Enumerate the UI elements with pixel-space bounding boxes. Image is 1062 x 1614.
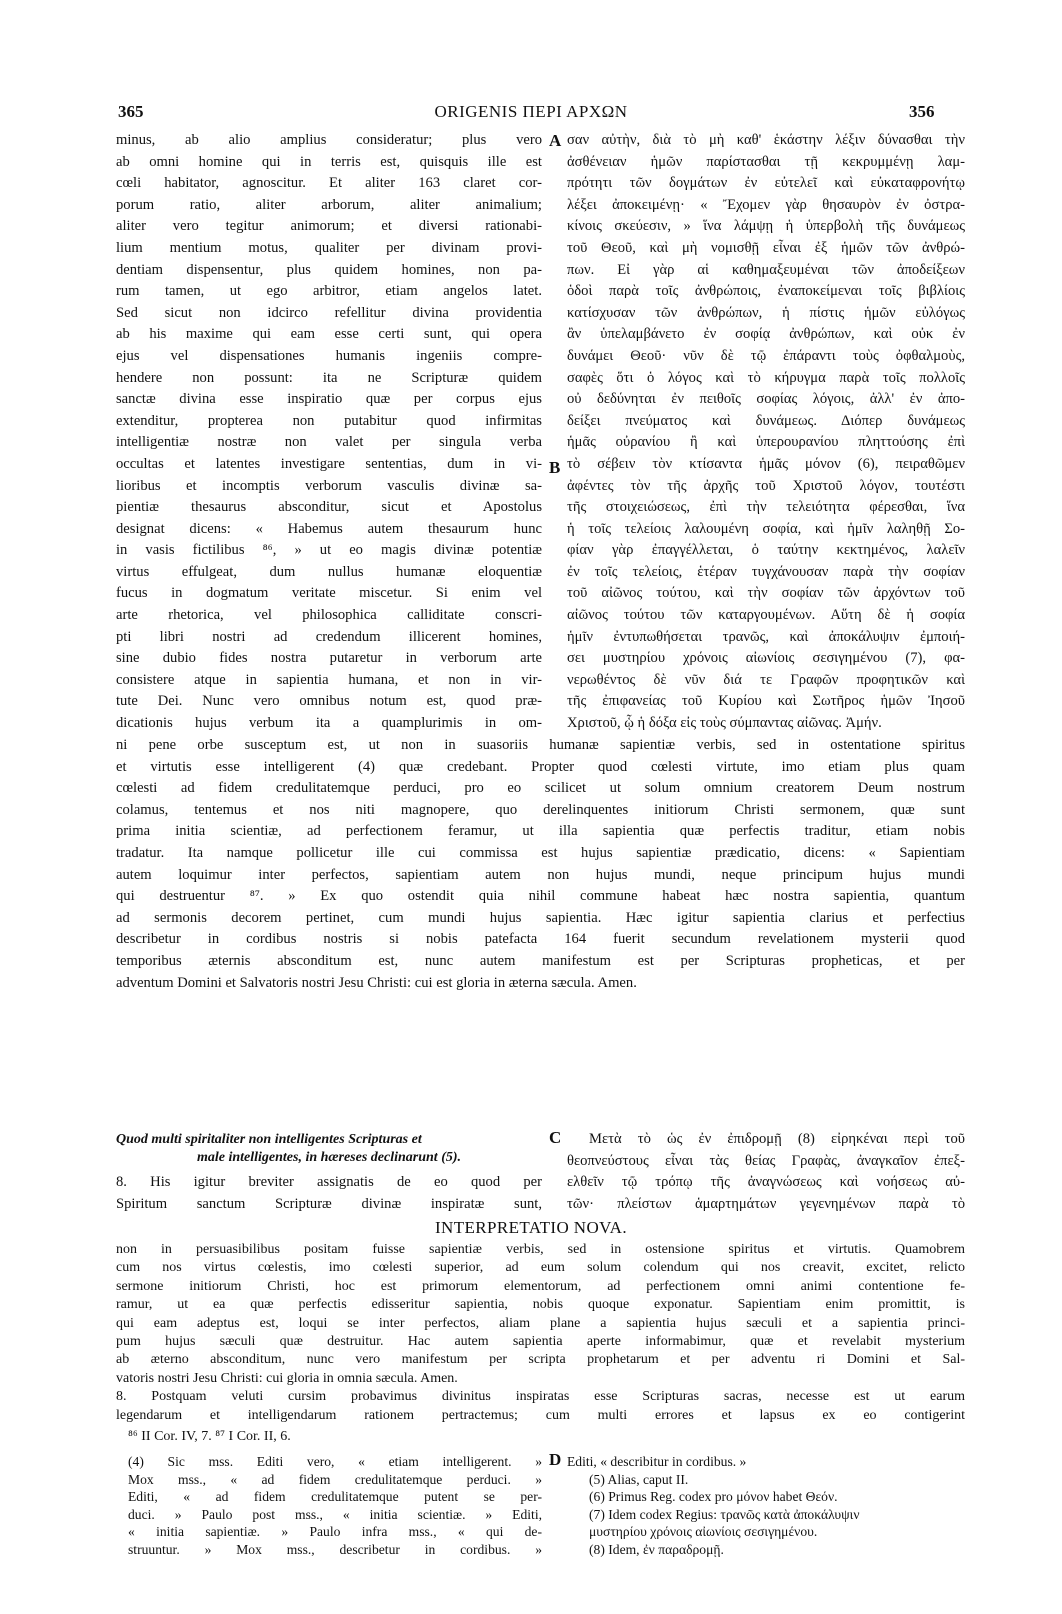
text-line: tute Dei. Nunc vero omnibus notum est, quod præ- [116, 693, 542, 710]
full-width-latin [116, 735, 965, 994]
text-line: λέξει ἀποκειμένῃ· « Ἔχομεν γὰρ θησαυρὸν ἐν ὀστρα- [567, 196, 965, 213]
heading-line: male intelligentes, in hæreses declinarunt (5). [196, 1150, 462, 1166]
text-line: pientiæ thesaurus absconditur, sicut et Apostolus [116, 499, 542, 516]
right-column-greek [567, 130, 965, 735]
text-line: occultas et latentes investigare sententias, dum in vi- [116, 455, 542, 472]
text-line: κατίσχυσαν τῶν ἀνθρώπων, ἡ πίστις ἡμῶν εὐλόγως [567, 304, 965, 321]
footnote-line: (5) Alias, caput II. [589, 1471, 689, 1487]
footnote-line: struuntur. » Mox mss., describetur in cordibus. » [128, 1541, 542, 1557]
text-line: arte rhetorica, vel philosophica calliditate conscri- [116, 607, 542, 624]
text-line: τῆς ἐπιφανείας τοῦ Κυρίου καὶ Σωτῆρος ἡμῶν Ἰησοῦ [567, 693, 965, 710]
right-paragraph-greek [567, 1129, 965, 1215]
text-line: φίαν γὰρ ἐπαγγέλλεται, ὁ ταύτην κεκτημένος, λαλεῖν [567, 542, 965, 559]
text-line: τὸ σέβειν τὸν κτίσαντα ἡμᾶς μόνον (6), πειραθῶμεν [567, 455, 965, 472]
text-line: σαν αὐτὴν, διὰ τὸ μὴ καθ' ἑκάστην λέξιν δύνασθαι τὴν [567, 132, 965, 148]
text-line: τῶν· πλείστων ἁμαρτημάτων γεγενημένων παρὰ τὸ [567, 1195, 965, 1212]
text-line: virtus effulgeat, dum nullus humanæ eloquentiæ [116, 563, 542, 580]
text-line: νερωθέντος δὲ νῦν διά τε Γραφῶν προφητικῶν καὶ [567, 671, 965, 688]
footnote-line: Editi, « ad fidem credulitatemque putent se per- [128, 1489, 542, 1504]
footnote-line: « initia sapientiæ. » Paulo infra mss., « qui de- [128, 1524, 542, 1539]
text-line: dentiam dispensentur, plus quidem homines, non pa- [116, 261, 542, 278]
text-line: σαφὲς ὅτι ὁ λόγος καὶ τὸ κήρυγμα παρὰ τοῖς πολλοῖς [567, 369, 965, 386]
text-line: πρότητι τῶν δογμάτων ἐν εὐτελεῖ καὶ εὐκαταφρονήτῳ [567, 175, 965, 192]
section-heading [116, 1131, 542, 1168]
footnotes-right [567, 1453, 965, 1558]
text-line: pti libri nostri ad credendum illicerent homines, [116, 628, 542, 645]
text-line: et virtutis esse intelligerent (4) quæ credebant. Propter quod cœlesti virtute, imo etiam plus quam [116, 758, 965, 775]
text-line: ad sermonis decorem pertinet, cum mundi hujus sapientia. Hæc igitur sapientia clarius et perfectius [116, 909, 965, 926]
text-line: ramur, ut ea quæ perfectis edisseritur sapientia, nobis quoque exponatur. Sapientiam enim promittit, is [116, 1297, 965, 1313]
text-line: Χριστοῦ, ᾧ ἡ δόξα εἰς τοὺς σύμπαντας αἰῶνας. Ἀμήν. [567, 715, 882, 732]
text-line: ελθεῖν τῷ τρόπῳ τῆς ἀναγνώσεως καὶ νοήσεως αὐ- [567, 1174, 965, 1191]
text-line: tradatur. Ita namque pollicetur ille cui commissa est hujus sapientiæ prædicatio, dicens: « Sapientiam [116, 844, 965, 861]
column-marker-d: D [549, 1450, 562, 1469]
left-column-latin [116, 130, 542, 735]
text-line: lium mentium motus, qualiter per divinam provi- [116, 239, 542, 256]
text-line: Μετὰ τὸ ὡς ἐν ἐπιδρομῇ (8) εἰρηκέναι περὶ τοῦ [589, 1131, 965, 1147]
footnote-line: duci. » Paulo post mss., « initia scientiæ. » Editi, [128, 1506, 542, 1522]
text-line: cum nos virtus cœlestis, imo cœlesti superior, ad eum solum colendum qui nos creavit, excitet, relicto [116, 1260, 965, 1276]
text-line: aliter vero tegitur animorum; et diversi rationabi- [116, 218, 542, 235]
running-title: ORIGENIS ΠΕΡΙ ΑΡΧΩΝ [434, 102, 628, 121]
heading-line: Quod multi spiritaliter non intelligentes Scripturas et [116, 1132, 422, 1147]
text-line: temporibus æternis absconditum est, nunc autem manifestum est per Scripturas propheticas, et per [116, 952, 965, 969]
text-line: ab his maxime qui eam esse certi sunt, qui opera [116, 326, 542, 343]
text-line: hendere non possunt: ita ne Scripturæ quidem [116, 369, 542, 386]
footnote-line: (6) Primus Reg. codex pro μόνον habet Θεόν. [589, 1489, 838, 1504]
column-marker-a: A [549, 131, 562, 150]
text-line: qui eam adeptus est, loqui se inter perfectos, aliam plane a sapientia hujus sæculi et a sapientia princi- [116, 1315, 965, 1331]
text-line: designat dicens: « Habemus autem thesaurum hunc [116, 520, 542, 537]
page-number-right: 356 [909, 102, 935, 121]
text-line: τῆς στοιχειώσεως, ἐπὶ τὴν τελειότητα φέρεσθαι, ἵνα [567, 499, 965, 516]
text-line: αἰῶνος τούτου τῶν καταργουμένων. Αὕτη δὲ ἡ σοφία [567, 607, 965, 624]
text-line: δυνάμει Θεοῦ· νῦν δὲ τῷ ἐπάραντι τοὺς ὀφθαλμοὺς, [567, 347, 965, 364]
column-marker-b: B [549, 458, 561, 477]
text-line: ἡ τοῖς τελείοις λαλουμένη σοφία, καὶ ἡμῖν λαληθῇ Σο- [567, 520, 965, 537]
text-line: πων. Εἰ γὰρ αἱ καθημαξευμέναι τῶν ἀποδείξεων [567, 261, 965, 278]
text-line: sine dubio fides nostra putaretur in verborum arte [116, 650, 542, 667]
text-line: sermone initiorum Christi, hoc est primorum elementorum, ad perfectionem omni animi contentione fe- [116, 1278, 965, 1294]
text-line: δείξει πνεύματος καὶ δυνάμεως. Διόπερ δυνάμεως [567, 412, 965, 429]
interpretatio-title: INTERPRETATIO NOVA. [435, 1218, 627, 1237]
text-line: in vasis fictilibus ⁸⁶, » ut eo magis divinæ potentiæ [116, 542, 542, 559]
text-line: ἡμῖν ἐντυπωθήσεται τρανῶς, καὶ ἀποκάλυψιν ἐμποιή- [567, 628, 965, 645]
text-line: autem loquimur inter perfectos, sapientiam autem non hujus mundi, neque principum hujus mundi [116, 866, 965, 883]
text-line: ἂν ὑπελαμβάνετο ἐν σοφίᾳ ἀνθρώπων, καὶ οὐκ ἐν [567, 326, 965, 343]
text-line: ὁδοὶ παρὰ τοῖς ἀνθρώποις, ἐναποκείμεναι τοῖς βιβλίοις [567, 283, 965, 300]
text-line: σει μυστηρίου χρόνοις αἰωνίοις σεσιγημένου (7), φα- [567, 650, 965, 667]
text-line: colamus, tentemus et nos niti magnopere, quo derelinquentes initiorum Christi sermonem, quæ sunt [116, 801, 965, 818]
text-line: pum hujus sæculi quæ destruitur. Hac autem sapientia aperte informabimur, quæ et revelabit mysterium [116, 1334, 965, 1350]
text-line: ἡμᾶς οὐρανίου ἢ καὶ ὑπερουρανίου πληττούσης ἐπὶ [567, 434, 965, 451]
text-line: fucus in dogmatum veritate miscetur. Si enim vel [116, 585, 542, 602]
text-line: consistere atque in sapientia humana, et non in vir- [116, 671, 542, 688]
text-line: extenditur, propterea non putabitur quod infirmitas [116, 412, 542, 429]
text-line: cœlesti ad fidem credulitatemque perduci, pro eo scilicet ut solum omnium creatorem Deum nostrum [116, 780, 965, 797]
text-line: 8. Postquam veluti cursim probavimus divinitus inspiratas esse Scripturas sacras, necesse est ut earum [116, 1389, 965, 1405]
text-line: κίνοις σκεύεσιν, » ἵνα λάμψῃ ἡ ὑπερβολὴ τῆς δυνάμεως [567, 218, 965, 235]
left-paragraph [116, 1172, 542, 1215]
text-line: porum ratio, aliter arborum, aliter animalium; [116, 196, 542, 213]
footnote-line: (4) Sic mss. Editi vero, « etiam intelligerent. » [128, 1454, 542, 1469]
interpretatio-text [116, 1241, 965, 1425]
text-line: prima initia scientiæ, ad perfectionem feramur, ut illa sapientia quæ perfectis traditur, etiam nobis [116, 823, 965, 840]
text-line: intelligentiæ nostræ non valet per singula verba [116, 434, 542, 451]
text-line: τοῦ αἰῶνος τούτου, καὶ τὴν σοφίαν τῶν ἀρχόντων τοῦ [567, 585, 965, 602]
column-marker-c: C [549, 1128, 562, 1147]
text-line: legendarum et intelligendarum rationem pertractemus; cum multi errores et lapsus ex eo contigerint [116, 1407, 965, 1423]
text-line: cœli habitator, agnoscitur. Et aliter 163 claret cor- [116, 175, 542, 192]
text-line: dicationis hujus verbum ita a quamplurimis in om- [116, 715, 542, 732]
text-line: Spiritum sanctum Scripturæ divinæ inspiratæ sunt, [116, 1195, 542, 1212]
text-line: lioribus et incomptis verborum vasculis divinæ sa- [116, 477, 542, 494]
text-line: describetur in cordibus nostris si nobis patefacta 164 fuerit secundum revelationem mysterii quod [116, 931, 965, 948]
text-line: ab æterno absconditum, nunc vero manifestum per scripta prophetarum et per adventu ri Domini et Sal- [116, 1352, 965, 1368]
text-line: sanctæ divina esse inspiratio quæ per corpus ejus [116, 391, 542, 408]
text-line: τοῦ Θεοῦ, καὶ μὴ νομισθῇ εἶναι ἐξ ἡμῶν τῶν ἀνθρώ- [567, 239, 965, 256]
text-line: non in persuasibilibus positam fuisse sapientiæ verbis, sed in ostensione spiritus et virtutis. Quamobrem [116, 1242, 965, 1257]
text-line: qui destruentur ⁸⁷. » Ex quo ostendit quia nihil commune habeat hæc nostra sapientia, quantum [116, 888, 965, 905]
footnotes-left [128, 1453, 542, 1558]
footnote-line: (8) Idem, ἐν παραδρομῇ. [589, 1541, 724, 1557]
text-line: ni pene orbe susceptum est, ut non in suasoriis humanæ sapientiæ verbis, sed in ostentatione spiritus [116, 737, 965, 753]
text-line: vatoris nostri Jesu Christi: cui gloria in omnia sæcula. Amen. [116, 1370, 458, 1386]
footnote-line: (7) Idem codex Regius: τρανῶς κατὰ ἀποκάλυψιν [589, 1506, 860, 1522]
footnote-line: Editi, « describitur in cordibus. » [567, 1454, 747, 1469]
text-line: οὐ δεδύνηται ἐν πειθοῖς σοφίας λόγοις, ἀλλ' ἐν ἀπο- [567, 391, 965, 408]
text-line: ἀφέντες τὸν τῆς ἀρχῆς τοῦ Χριστοῦ λόγον, τουτέστι [567, 477, 965, 494]
text-line: minus, ab alio amplius consideratur; plus vero [116, 132, 542, 148]
footnote-line: μυστηρίου χρόνοις αἰωνίοις σεσιγημένου. [589, 1524, 818, 1539]
text-line: adventum Domini et Salvatoris nostri Jesu Christi: cui est gloria in æterna sæcula. Amen. [116, 974, 637, 991]
page-number-left: 365 [118, 102, 144, 121]
text-line: ἀσθένειαν ἡμῶν παρίστασθαι τῇ κεκρυμμένῃ λαμ- [567, 153, 965, 170]
scripture-references: ⁸⁶ II Cor. IV, 7. ⁸⁷ I Cor. II, 6. [128, 1429, 291, 1444]
text-line: Sed sicut non idcirco refellitur divina providentia [116, 304, 542, 321]
text-line: θεοπνεύστους εἶναι τὰς θείας Γραφὰς, ἀναγκαῖον ἐπεξ- [567, 1152, 965, 1169]
text-line: ἐν τοῖς τελείοις, ἑτέραν τυγχάνουσαν παρὰ τὴν σοφίαν [567, 563, 965, 580]
text-line: ab omni homine qui in terris est, quisquis ille est [116, 153, 542, 170]
text-line: ejus vel dispensationes humanis ingeniis compre- [116, 347, 542, 364]
text-line: rum tamen, ut ego arbitror, etiam angelos latet. [116, 283, 542, 300]
footnote-line: Mox mss., « ad fidem credulitatemque perduci. » [128, 1471, 542, 1487]
text-line: 8. His igitur breviter assignatis de eo quod per [116, 1174, 542, 1190]
